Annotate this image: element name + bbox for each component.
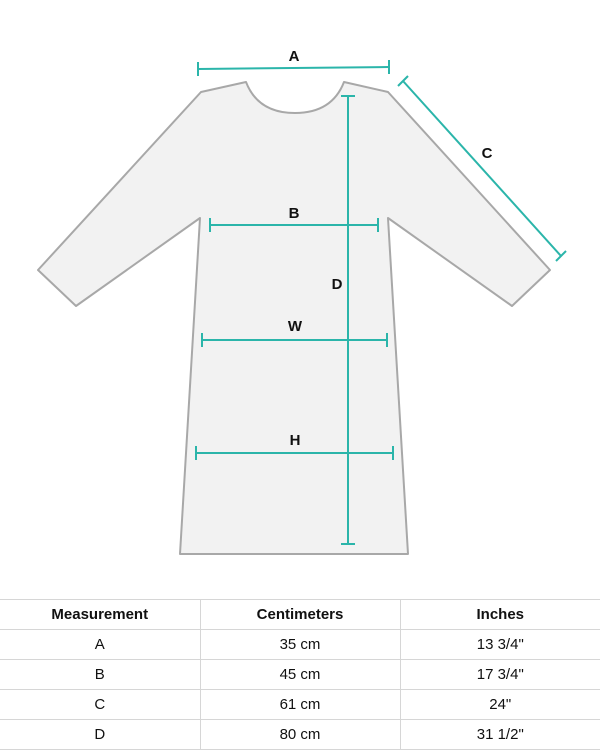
size-chart-table bbox=[0, 599, 600, 750]
label-w: W bbox=[287, 318, 303, 335]
table-row bbox=[0, 690, 600, 720]
cell-measurement: C bbox=[0, 690, 200, 720]
header-measurement: Measurement bbox=[0, 600, 200, 630]
table-row bbox=[0, 660, 600, 690]
table-row bbox=[0, 630, 600, 660]
table-header-row bbox=[0, 600, 600, 630]
cell-centimeters: 61 cm bbox=[200, 690, 400, 720]
cell-inches: 17 3/4" bbox=[400, 660, 600, 690]
table-row bbox=[0, 720, 600, 750]
cell-measurement: A bbox=[0, 630, 200, 660]
label-a: A bbox=[288, 48, 300, 65]
label-h: H bbox=[289, 432, 301, 449]
cell-measurement: B bbox=[0, 660, 200, 690]
header-centimeters: Centimeters bbox=[200, 600, 400, 630]
label-d: D bbox=[331, 276, 343, 293]
cell-centimeters: 35 cm bbox=[200, 630, 400, 660]
cell-centimeters: 45 cm bbox=[200, 660, 400, 690]
cell-inches: 24" bbox=[400, 690, 600, 720]
header-inches: Inches bbox=[400, 600, 600, 630]
cell-centimeters: 80 cm bbox=[200, 720, 400, 750]
label-c: C bbox=[481, 145, 493, 162]
cell-inches: 31 1/2" bbox=[400, 720, 600, 750]
label-b: B bbox=[288, 205, 300, 222]
cell-inches: 13 3/4" bbox=[400, 630, 600, 660]
cell-measurement: D bbox=[0, 720, 200, 750]
